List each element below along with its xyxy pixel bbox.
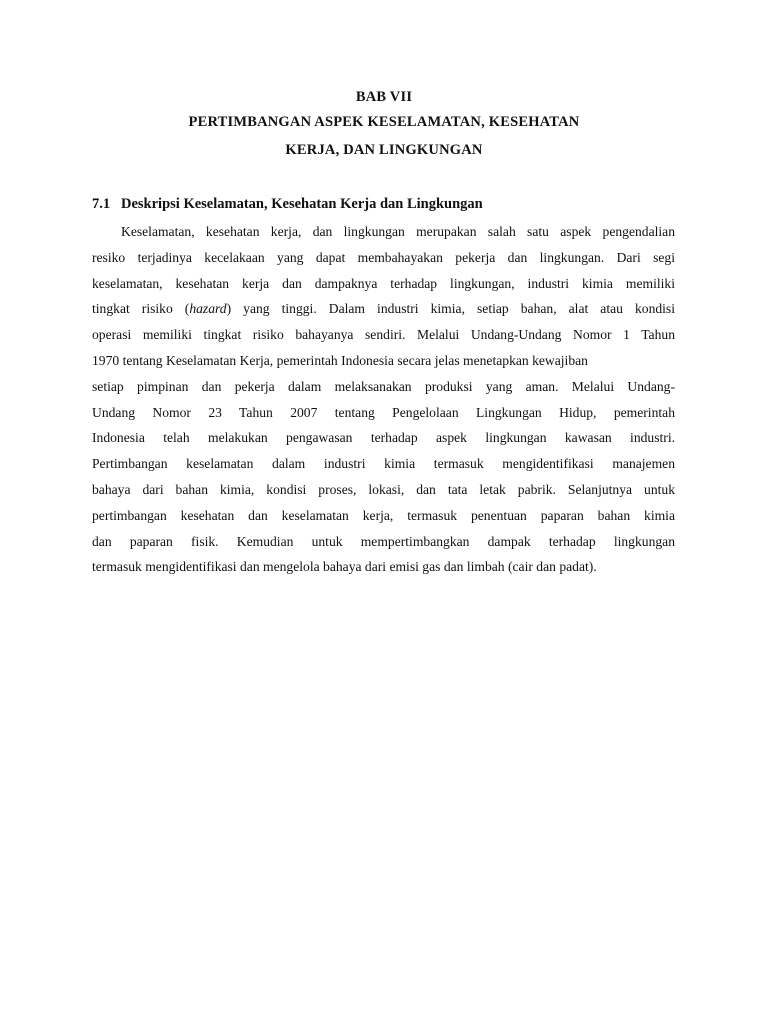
section-number: 7.1 <box>92 196 111 212</box>
paragraph-line: pertimbangan kesehatan dan keselamatan kerja, termasuk penentuan paparan bahan kimia <box>92 507 675 523</box>
paragraph-line: operasi memiliki tingkat risiko bahayanya sendiri. Melalui Undang-Undang Nomor 1 Tahun <box>92 327 675 343</box>
paragraph-line: Undang Nomor 23 Tahun 2007 tentang Pengelolaan Lingkungan Hidup, pemerintah <box>92 404 675 420</box>
paragraph-line: keselamatan, kesehatan kerja dan dampaknya terhadap lingkungan, industri kimia memiliki <box>92 275 675 291</box>
paragraph-line: dan paparan fisik. Kemudian untuk mempertimbangkan dampak terhadap lingkungan <box>92 533 675 549</box>
paragraph-line: Pertimbangan keselamatan dalam industri kimia termasuk mengidentifikasi manajemen <box>92 456 675 472</box>
italic-term: hazard <box>189 301 227 317</box>
chapter-number: BAB VII <box>355 89 413 105</box>
paragraph-text: ) yang tinggi. Dalam industri kimia, setiap bahan, alat atau kondisi <box>226 301 676 317</box>
paragraph-line: Indonesia telah melakukan pengawasan terhadap aspek lingkungan kawasan industri. <box>92 430 675 446</box>
paragraph-line: bahaya dari bahan kimia, kondisi proses, lokasi, dan tata letak pabrik. Selanjutnya untuk <box>92 481 675 497</box>
chapter-title-line-1: PERTIMBANGAN ASPEK KESELAMATAN, KESEHATAN <box>188 114 580 130</box>
paragraph-line: 1970 tentang Keselamatan Kerja, pemerintah Indonesia secara jelas menetapkan kewajiban <box>92 352 588 368</box>
section-paragraph <box>92 219 675 580</box>
paragraph-line: Keselamatan, kesehatan kerja, dan lingkungan merupakan salah satu aspek pengendalian <box>121 224 675 239</box>
section-heading <box>92 195 483 213</box>
paragraph-line <box>92 296 675 322</box>
chapter-title-line-2: KERJA, DAN LINGKUNGAN <box>285 142 483 158</box>
paragraph-text: tingkat risiko ( <box>92 301 190 317</box>
section-title: Deskripsi Keselamatan, Kesehatan Kerja dan Lingkungan <box>121 196 483 212</box>
paragraph-line: resiko terjadinya kecelakaan yang dapat membahayakan pekerja dan lingkungan. Dari segi <box>92 249 675 265</box>
paragraph-line: termasuk mengidentifikasi dan mengelola bahaya dari emisi gas dan limbah (cair dan padat). <box>92 559 597 575</box>
paragraph-line: setiap pimpinan dan pekerja dalam melaksanakan produksi yang aman. Melalui Undang- <box>92 378 675 394</box>
